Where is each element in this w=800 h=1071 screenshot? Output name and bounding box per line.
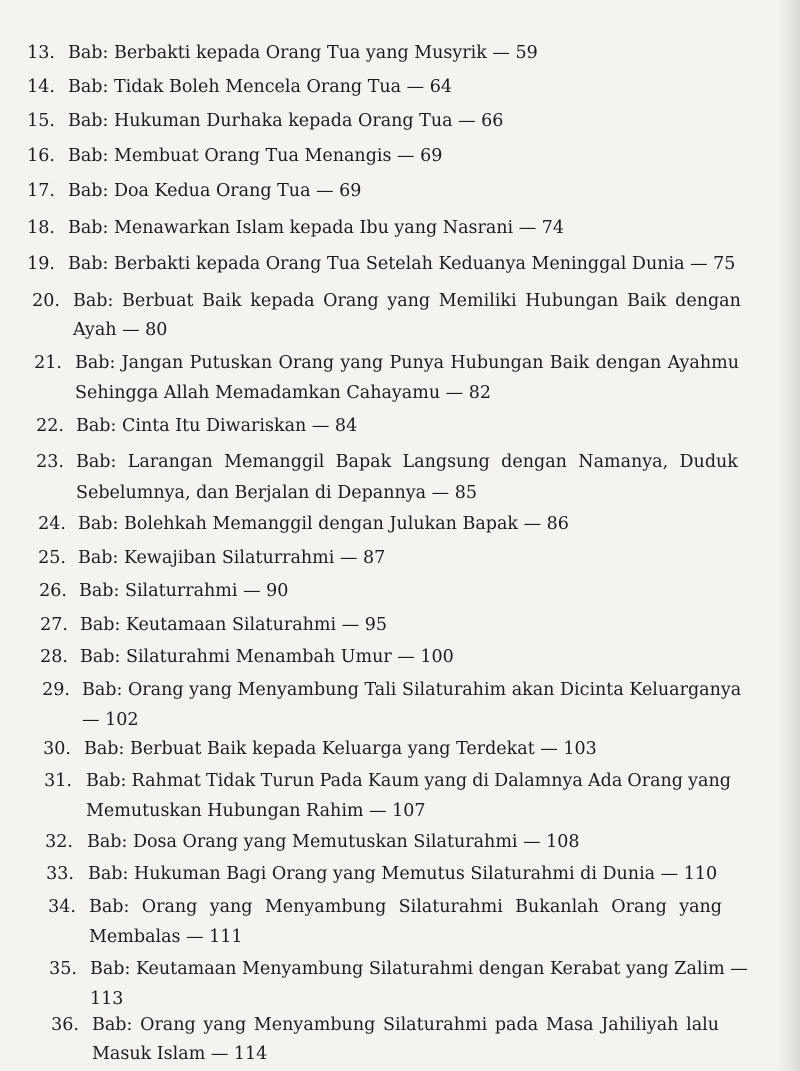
word: dengan (501, 452, 567, 472)
toc-entry-number: 26. (39, 581, 67, 601)
word: yang (203, 1015, 247, 1035)
word: Berbuat (122, 291, 194, 311)
toc-entry-title: Bab: Silaturahmi Menambah Umur — 100 (80, 647, 454, 667)
word: dengan (595, 353, 662, 373)
toc-entry-title (73, 287, 741, 316)
toc-entry-title: Bab: Berbuat Baik kepada Keluarga yang Terdekat — 103 (84, 739, 597, 759)
word: Baik (627, 291, 667, 311)
word: yang (688, 771, 731, 791)
word: Orang (141, 897, 198, 917)
toc-entry-number: 32. (45, 832, 73, 852)
toc-entry-number: 13. (27, 43, 55, 63)
toc-entry-title-continued: — 102 (82, 710, 139, 730)
toc-entry-number: 33. (46, 864, 74, 884)
toc-entry-number: 25. (38, 548, 66, 568)
word: Kaum (367, 771, 420, 791)
toc-entry-title (75, 349, 739, 378)
toc-entry-title: Bab: Membuat Orang Tua Menangis — 69 (68, 146, 443, 166)
word: Namanya, (578, 452, 669, 472)
toc-entry-title: Bab: Orang yang Menyambung Tali Silaturahim akan Dicinta Keluarganya (82, 680, 742, 700)
toc-entry-title: Bab: Keutamaan Silaturahmi — 95 (80, 615, 388, 635)
toc-entry-title: Bab: Menawarkan Islam kepada Ibu yang Nasrani — 74 (68, 218, 565, 238)
toc-entry-title: Bab: Bolehkah Memanggil dengan Julukan Bapak — 86 (78, 514, 569, 534)
word: dengan (675, 291, 741, 311)
toc-entry-number: 19. (27, 254, 55, 274)
word: yang (679, 897, 722, 917)
word: pada (494, 1015, 539, 1035)
word: Punya (389, 353, 445, 373)
toc-entry-number: 34. (48, 897, 76, 917)
word: Orang (627, 771, 684, 791)
word: yang (340, 353, 384, 373)
word: Hubungan (525, 291, 619, 311)
word: Baik (549, 353, 590, 373)
toc-entry-number: 14. (27, 77, 55, 97)
word: lalu (686, 1015, 719, 1035)
word: yang (209, 897, 253, 917)
toc-entry-number: 20. (32, 291, 60, 311)
toc-entry-number: 29. (42, 680, 70, 700)
toc-entry-title-continued: Memutuskan Hubungan Rahim — 107 (86, 801, 426, 821)
word: Orang (323, 291, 379, 311)
word: Ada (587, 771, 623, 791)
word: Rahmat (131, 771, 201, 791)
toc-entry-number: 18. (27, 218, 55, 238)
toc-entry-number: 15. (27, 111, 55, 131)
toc-entry-title: Bab: Berbakti kepada Orang Tua yang Musyrik — 59 (68, 43, 538, 63)
word: Ayahmu (667, 353, 739, 373)
word: yang (424, 771, 468, 791)
toc-entry-title: Bab: Tidak Boleh Mencela Orang Tua — 64 (68, 77, 452, 97)
toc-entry-title-continued: Sebelumnya, dan Berjalan di Depannya — 85 (76, 483, 477, 503)
word: Bab: (76, 452, 117, 472)
word: Bab: (86, 771, 127, 791)
toc-entry-title: Bab: Kewajiban Silaturrahmi — 87 (78, 548, 386, 568)
toc-entry-number: 22. (36, 416, 64, 436)
toc-entry-title: Bab: Hukuman Durhaka kepada Orang Tua — 66 (68, 111, 504, 131)
word: Silaturahmi (382, 1015, 488, 1035)
toc-entry-title: Bab: Berbakti kepada Orang Tua Setelah Keduanya Meninggal Dunia — 75 (68, 254, 736, 274)
word: Duduk (679, 452, 738, 472)
toc-entry-number: 24. (38, 514, 66, 534)
toc-entry-title (92, 1011, 719, 1040)
word: Bab: (75, 353, 116, 373)
word: Orang (140, 1015, 196, 1035)
word: Memanggil (224, 452, 325, 472)
toc-entry-title: Bab: Keutamaan Menyambung Silaturahmi dengan Kerabat yang Zalim — (90, 959, 748, 979)
word: Larangan (127, 452, 213, 472)
word: Orang (278, 353, 335, 373)
toc-entry-number: 17. (27, 181, 55, 201)
word: Menyambung (264, 897, 387, 917)
word: Orang (611, 897, 667, 917)
word: Bab: (73, 291, 114, 311)
word: Hubungan (450, 353, 544, 373)
word: Bapak (335, 452, 392, 472)
word: Pada (319, 771, 363, 791)
toc-entry-title-continued: Membalas — 111 (89, 927, 243, 947)
word: Putuskan (189, 353, 273, 373)
toc-entry-title-continued: Masuk Islam — 114 (92, 1044, 268, 1064)
toc-entry-title-continued: Sehingga Allah Memadamkan Cahayamu — 82 (75, 383, 491, 403)
toc-entry-title-continued: 113 (90, 989, 124, 1009)
word: Silaturahmi (398, 897, 503, 917)
word: Masa (545, 1015, 594, 1035)
toc-entry-title: Bab: Cinta Itu Diwariskan — 84 (76, 416, 358, 436)
toc-entry-number: 21. (34, 353, 62, 373)
toc-entry-title-continued: Ayah — 80 (73, 320, 168, 340)
toc-entry-title (86, 767, 731, 796)
toc-entry-number: 35. (49, 959, 77, 979)
word: Jangan (121, 353, 184, 373)
toc-entry-number: 28. (40, 647, 68, 667)
toc-entry-title: Bab: Dosa Orang yang Memutuskan Silaturahmi — 108 (87, 832, 580, 852)
toc-entry-number: 16. (27, 146, 55, 166)
word: Turun (260, 771, 315, 791)
toc-entry-title (76, 448, 738, 477)
toc-entry-title (89, 893, 722, 922)
word: yang (387, 291, 431, 311)
word: Bab: (92, 1015, 133, 1035)
toc-entry-title: Bab: Hukuman Bagi Orang yang Memutus Silaturahmi di Dunia — 110 (88, 864, 718, 884)
toc-entry-number: 27. (40, 615, 68, 635)
word: Jahiliyah (601, 1015, 679, 1035)
word: Menyambung (253, 1015, 376, 1035)
word: di (472, 771, 490, 791)
word: Bab: (89, 897, 130, 917)
toc-entry-title: Bab: Doa Kedua Orang Tua — 69 (68, 181, 362, 201)
toc-entry-number: 31. (44, 771, 72, 791)
toc-entry-number: 23. (36, 452, 64, 472)
word: Bukanlah (515, 897, 599, 917)
word: Dalamnya (494, 771, 583, 791)
word: Baik (202, 291, 242, 311)
toc-entry-title: Bab: Silaturrahmi — 90 (79, 581, 289, 601)
word: kepada (250, 291, 315, 311)
toc-entry-number: 36. (51, 1015, 79, 1035)
word: Memiliki (438, 291, 517, 311)
word: Tidak (206, 771, 256, 791)
toc-entry-number: 30. (43, 739, 71, 759)
word: Langsung (402, 452, 490, 472)
